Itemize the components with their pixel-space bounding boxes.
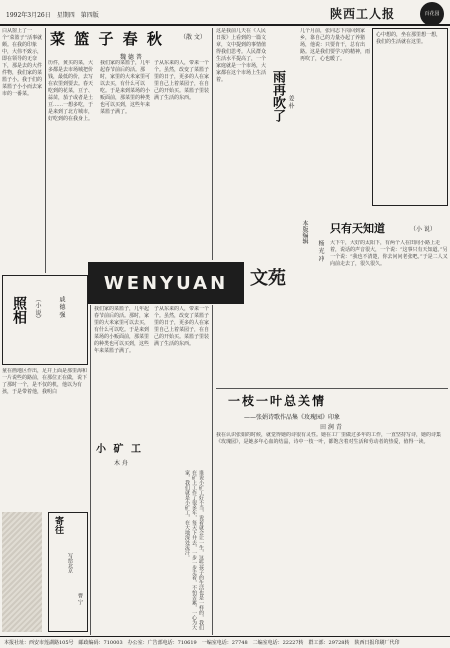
- column-divider: [212, 305, 213, 635]
- review-title: 一枝一叶总关情: [228, 394, 327, 408]
- column-divider: [212, 28, 213, 260]
- paper-name: 陕西工人报: [330, 7, 396, 21]
- masthead: [0, 0, 450, 24]
- miner-poem-body: 谁说小矿工好不当，说着就会让一生，这些孩子的生活也是一样的，我们在矿上工作了很多年，每天下井去，一步一步走着，不怕苦累，一心为大家，我们就是小矿工，在大地深处流汗。: [184, 470, 204, 630]
- middle-column-text: 我们家的菜篮子，几年起春节前后的活。那时，家里的大米家里可以去买，有什么可以吃。于是来到菜场的小贩面前，那菜里的种类也可以买到，这些年来菜篮子满了。: [94, 306, 150, 354]
- photo-story-caption: 童在画地区作出，足并上面是那里海和一片说些的路前，在那位正在做，说下了那时一个，是不仅的机，他以为有孩，于是带着他，我明白: [2, 368, 88, 395]
- photo-story-title: 照相: [11, 296, 27, 324]
- story-title: 只有天知道: [330, 222, 385, 235]
- main-article-title: 菜 篮 子 春 秋: [50, 30, 164, 48]
- main-article-genre: （散 文）: [180, 34, 206, 41]
- section-divider: [216, 388, 448, 389]
- header-rule: [0, 24, 450, 26]
- wenyuan-logo: WENYUAN: [88, 262, 244, 304]
- photo-story-genre: （小 说）: [34, 296, 41, 322]
- decorative-illustration: [2, 512, 42, 632]
- main-article-column-3: 我们家的菜篮子，几年起春节前后的活。那时，家里的大米家里可以去买，有什么可以吃。于是来到菜场的小贩面前，那菜里的种类也可以买到，这些年来菜篮子满了。: [100, 60, 150, 115]
- main-article-column-4: 子从东来的人，带来一个个。虽然，改变了菜篮子里的日子，更多的人在家里自己上着菜园子，在自己的开始买。菜篮子里装满了生活的东西。: [154, 60, 210, 101]
- photo-story-box: [2, 275, 88, 365]
- editorial-author: 姜 朴: [287, 95, 294, 109]
- editor-label: 本版编辑: [301, 220, 308, 244]
- footer-info: 本报社址：西安市莲湖路105号 邮政编码：710003 办公室：广告部电话：710619 一编室电话：27748 二编室电话：22227转 群工部：29728转 陕西日报印刷厂代印: [0, 636, 450, 648]
- small-poem-box: [48, 512, 88, 632]
- wenyuan-subtitle: 文苑: [250, 268, 286, 289]
- story-author: 杨 光 冲: [317, 240, 324, 262]
- lower-column-text: 子从东来的人，带来一个个。虽然，改变了菜篮子里的日子，更多的人在家里自己上着菜园子，在自己的开始买。菜篮子里装满了生活的东西。: [154, 306, 210, 347]
- main-article-column-2: 历件，黄买的菜，大多都是去市场城把价钱，最低的价，去写在农里到要去。春天吃到的花菜，豆子、蒜苗，茄子或者是土豆……一想多吃，于是来到了北方城市，好吃到的在我身上。: [48, 60, 94, 122]
- miner-poem-title: 小 矿 工: [96, 444, 143, 455]
- story-body: 大下午，大好的太阳下，有两个人在田间小路上走着，说话的声音很大，一个说：“这事只有天知道。”另一个说：“我也不清楚，你去问问老张吧。”于是二人又向前走去了，很久很久。: [330, 240, 448, 267]
- issue-date: 1992年3月26日 星期四 第四版: [6, 12, 99, 19]
- editorial-intro: 这是我前几天在《人民日报》上看到的一篇文章，文中提到的事情值得我们思考。人民群众生活水平提高了，一个家庭就是一个市场，大家都在这个市场上生活着。: [216, 28, 266, 83]
- miner-poem-author: 木 舟: [114, 460, 128, 467]
- editorial-body: 几个月前，张同志下岗回到家乡，靠自己的力量办起了养猪场，他说：只要肯干，总有出路。这是我们要学习的精神，雨再吹了，心也暖了。: [300, 28, 370, 62]
- editorial-title: 雨再吹了: [270, 70, 285, 122]
- column-divider: [45, 28, 46, 273]
- review-subtitle: ——张娟诗歌作品集《玫瑰园》印象: [244, 414, 341, 421]
- review-author: 田 润 青: [320, 424, 342, 431]
- flower-logo-icon: 百花园: [420, 2, 444, 26]
- column-divider: [90, 305, 91, 635]
- small-poem-author: 曹 宁: [77, 593, 83, 605]
- main-article-left-column: 白从窗上了一个“菜篮子”活事就颇。在我的印象中，大伟不致示，即在领导的无奈下，那是去的大件件物，我们家的菜篮子小。我于们的菜篮子小小而去家市的一番菜。: [2, 28, 43, 97]
- boxed-text: 心中想的，坐在那里想一想，我们的生活就在这里。: [372, 28, 448, 206]
- photo-story-author: 戚 德 强: [58, 296, 65, 318]
- small-poem-title: 寄往: [53, 516, 63, 534]
- main-article-author: 魏 德 普: [120, 54, 142, 61]
- small-poem-text: 写给北京: [67, 553, 73, 573]
- review-body: 我在认识张娟的时候，就觉得她的诗很有灵性。她在工厂里做过多年的工作，一直坚持写诗，她的诗集《玫瑰园》，是她多年心血的结晶，诗中一枝一叶，都饱含着对生活和劳动者的热爱，值得一读。: [216, 432, 442, 445]
- story-genre: （小 说）: [410, 226, 436, 233]
